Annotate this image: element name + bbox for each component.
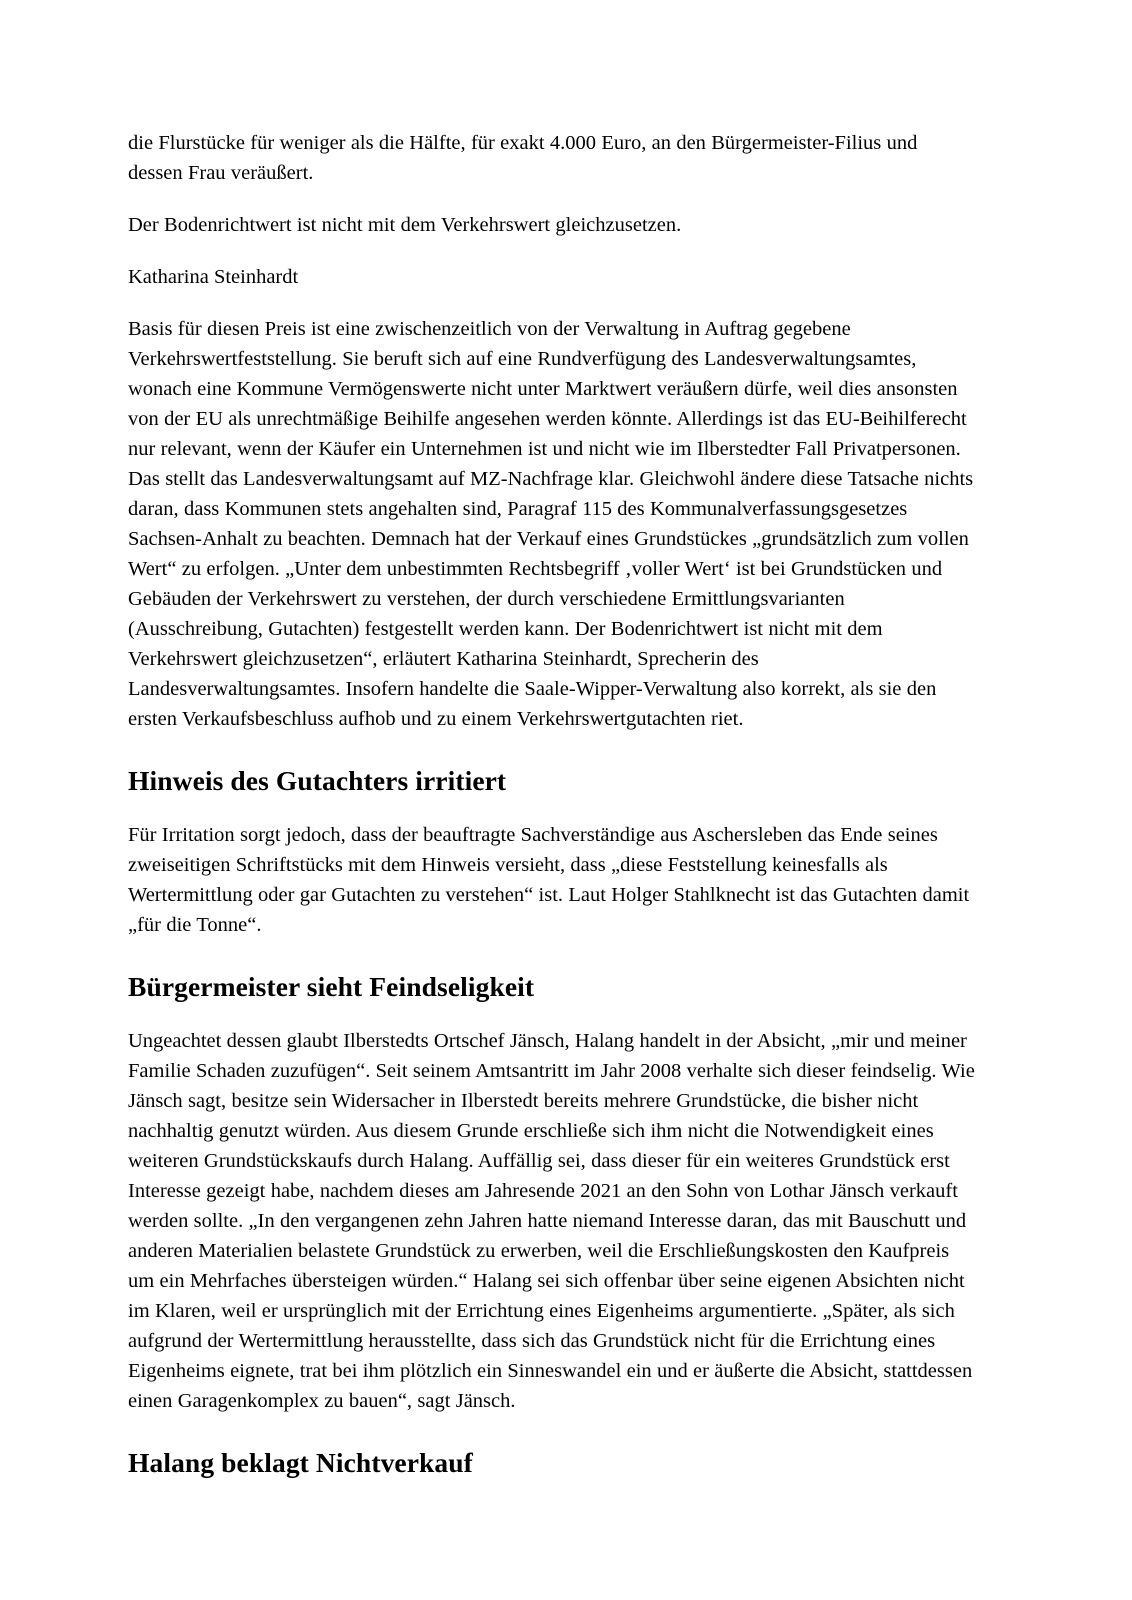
paragraph-irritation: Für Irritation sorgt jedoch, dass der beauftragte Sachverständige aus Aschersleben das Ende seines zweiseitigen Schriftstücks mit dem Hinweis versieht, dass „diese Feststellung keinesfalls als Wertermittlung oder gar Gutachten zu verstehen“ ist. Laut Holger Stahlknecht ist das Gutachten damit „für die Tonne“.: [128, 824, 970, 936]
page-bottom-spacer: [128, 1502, 976, 1512]
paragraph-bodenrichtwert: Der Bodenrichtwert ist nicht mit dem Verkehrswert gleichzusetzen.: [128, 214, 682, 236]
paragraph-ortschef-jaensch: Ungeachtet dessen glaubt Ilberstedts Ortschef Jänsch, Halang handelt in der Absicht, „mir und meiner Familie Schaden zuzufügen“. Seit seinem Amtsantritt im Jahr 2008 verhalte sich dieser feindselig. Wie Jänsch sagt, besitze sein Widersacher in Ilberstedt bereits mehrere Grundstücke, die bisher nicht nachhaltig genutzt würden. Aus diesem Grunde erschließe sich ihm nicht die Notwendigkeit eines weiteren Grundstückskaufs durch Halang. Auffällig sei, dass dieser für ein weiteres Grundstück erst Interesse gezeigt habe, nachdem dieses am Jahresende 2021 an den Sohn von Lothar Jänsch verkauft werden sollte. „In den vergangenen zehn Jahren hatte niemand Interesse daran, das mit Bauschutt und anderen Materialien belastete Grundstück zu erwerben, weil die Erschließungskosten den Kaufpreis um ein Mehrfaches übersteigen würden.“ Halang sei sich offenbar über seine eigenen Absichten nicht im Klaren, weil er ursprünglich mit der Errichtung eines Eigenheims argumentierte. „Später, als sich aufgrund der Wertermittlung herausstellte, dass sich das Grundstück nicht für die Errichtung eines Eigenheims eignete, trat bei ihm plötzlich ein Sinneswandel ein und er äußerte die Absicht, stattdessen einen Garagenkomplex zu bauen“, sagt Jänsch.: [128, 1030, 975, 1412]
heading-halang-beklagt-nichtverkauf: Halang beklagt Nichtverkauf: [128, 1447, 473, 1478]
paragraph-basis-fuer-preis: Basis für diesen Preis ist eine zwischenzeitlich von der Verwaltung in Auftrag gegebene Verkehrswertfeststellung. Sie beruft sich auf eine Rundverfügung des Landesverwaltungsamtes, wonach eine Kommune Vermögenswerte nicht unter Marktwert veräußern dürfe, weil dies ansonsten von der EU als unrechtmäßige Beihilfe angesehen werden könnte. Allerdings ist das EU-Beihilferecht nur relevant, wenn der Käufer ein Unternehmen ist und nicht wie im Ilberstedter Fall Privatpersonen. Das stellt das Landesverwaltungsamt auf MZ-Nachfrage klar. Gleichwohl ändere diese Tatsache nichts daran, dass Kommunen stets angehalten sind, Paragraf 115 des Kommunalverfassungsgesetzes Sachsen-Anhalt zu beachten. Demnach hat der Verkauf eines Grundstückes „grundsätzlich zum vollen Wert“ zu erfolgen. „Unter dem unbestimmten Rechtsbegriff ‚voller Wert‘ ist bei Grundstücken und Gebäuden der Verkehrswert zu verstehen, der durch verschiedene Ermittlungsvarianten (Ausschreibung, Gutachten) festgestellt werden kann. Der Bodenrichtwert ist nicht mit dem Verkehrswert gleichzusetzen“, erläutert Katharina Steinhardt, Sprecherin des Landesverwaltungsamtes. Insofern handelte die Saale-Wipper-Verwaltung also korrekt, als sie den ersten Verkaufsbeschluss aufhob und zu einem Verkehrswertgutachten riet.: [128, 318, 974, 730]
paragraph-intro-flurstuecke: die Flurstücke für weniger als die Hälfte, für exakt 4.000 Euro, an den Bürgermeister-Filius und dessen Frau veräußert.: [128, 132, 918, 184]
heading-buergermeister-feindseligkeit: Bürgermeister sieht Feindseligkeit: [128, 971, 535, 1002]
heading-hinweis-des-gutachters: Hinweis des Gutachters irritiert: [128, 765, 507, 796]
byline-katharina-steinhardt: Katharina Steinhardt: [128, 266, 299, 288]
document-body: [128, 128, 976, 1512]
